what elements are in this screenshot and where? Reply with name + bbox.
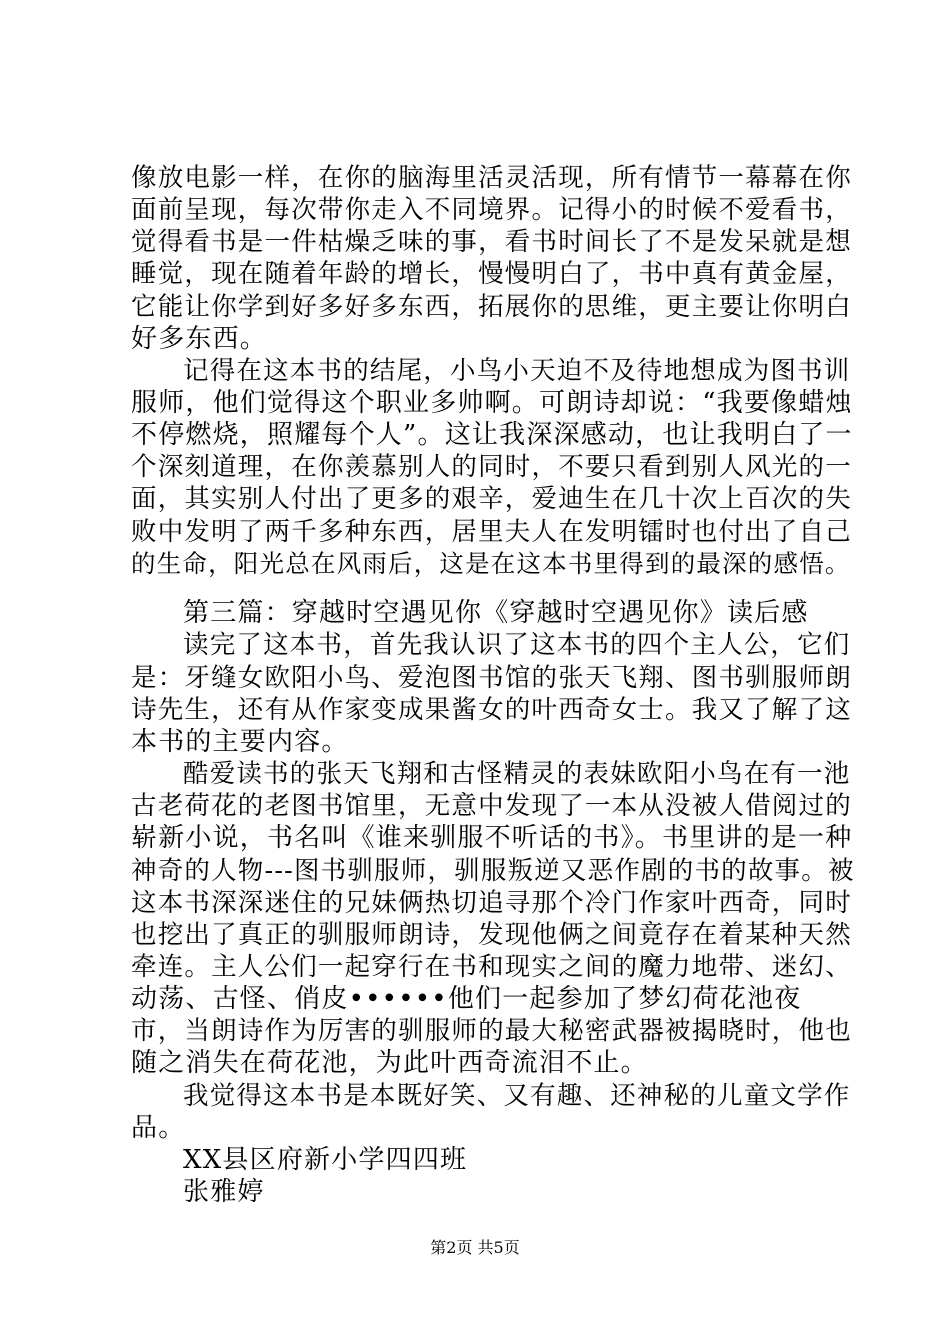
body-line: 个深刻道理，在你羡慕别人的同时，不要只看到别人风光的一 [131,452,852,482]
body-line: 本书的主要内容。 [131,727,349,757]
signature-author: 张雅婷 [183,1177,265,1207]
body-line: 读完了这本书，首先我认识了这本书的四个主人公，它们 [183,630,851,660]
body-line: 的生命，阳光总在风雨后，这是在这本书里得到的最深的感悟。 [131,549,851,578]
body-line: 败中发明了两千多种东西，居里夫人在发明镭时也付出了自己 [131,517,852,547]
body-line: 这本书深深迷住的兄妹俩热切追寻那个冷门作家叶西奇，同时 [131,888,852,918]
body-line: 是：牙缝女欧阳小鸟、爱泡图书馆的张天飞翔、图书驯服师朗 [131,663,852,693]
body-line: 古老荷花的老图书馆里，无意中发现了一本从没被人借阅过的 [131,791,852,821]
body-line: 它能让你学到好多好多东西，拓展你的思维，更主要让你明白 [131,292,852,322]
body-line: 神奇的人物---图书驯服师，驯服叛逆又恶作剧的书的故事。被 [131,856,855,886]
body-line: 服师，他们觉得这个职业多帅啊。可朗诗却说：“我要像蜡烛 [131,388,853,418]
body-line: 好多东西。 [131,324,268,354]
body-line: 诗先生，还有从作家变成果酱女的叶西奇女士。我又了解了这 [131,695,852,725]
body-line: 品。 [131,1113,186,1143]
body-line: 牵连。主人公们一起穿行在书和现实之间的魔力地带、迷幻、 [131,952,852,982]
body-line: 崭新小说，书名叫《谁来驯服不听话的书》。书里讲的是一种 [131,823,853,853]
body-line: 记得在这本书的结尾，小鸟小天迫不及待地想成为图书训 [183,356,851,386]
body-line: 我觉得这本书是本既好笑、又有趣、还神秘的儿童文学作 [183,1081,851,1111]
body-line: 市，当朗诗作为厉害的驯服师的最大秘密武器被揭晓时，他也 [131,1016,852,1046]
body-line: 随之消失在荷花池，为此叶西奇流泪不止。 [131,1048,648,1078]
body-line: 酷爱读书的张天飞翔和古怪精灵的表妹欧阳小鸟在有一池 [183,759,851,789]
signature-school: XX县区府新小学四四班 [183,1145,468,1175]
page-number: 第2页 共5页 [430,1238,520,1257]
body-line: 不停燃烧，照耀每个人”。这让我深深感动，也让我明白了一 [131,420,853,450]
section-heading: 第三篇：穿越时空遇见你《穿越时空遇见你》读后感 [183,598,809,628]
body-line: 像放电影一样，在你的脑海里活灵活现，所有情节一幕幕在你 [131,163,852,193]
body-line: 面前呈现，每次带你走入不同境界。记得小的时候不爱看书， [131,195,852,225]
body-line: 睡觉，现在随着年龄的增长，慢慢明白了，书中真有黄金屋， [131,259,852,289]
body-line: 也挖出了真正的驯服师朗诗，发现他俩之间竟存在着某种天然 [131,920,852,950]
body-line: 面，其实别人付出了更多的艰辛，爱迪生在几十次上百次的失 [131,484,852,514]
body-line: 觉得看书是一件枯燥乏味的事，看书时间长了不是发呆就是想 [131,227,852,257]
body-line: 动荡、古怪、俏皮••••••他们一起参加了梦幻荷花池夜 [131,984,802,1014]
